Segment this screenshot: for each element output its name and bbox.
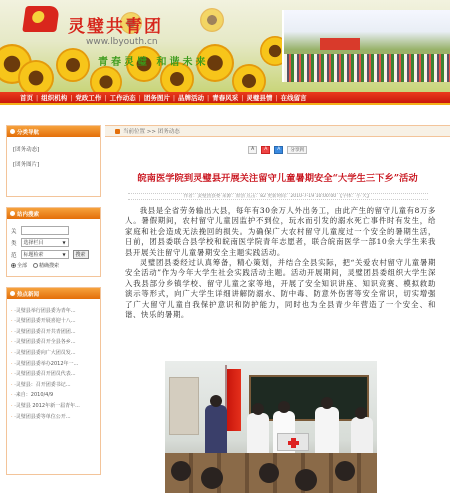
nav-item-organization[interactable]: 组织机构 [41,94,68,102]
share-button[interactable]: 分享到 [287,146,307,154]
main-nav: 首页 | 组织机构 | 党政工作 | 工作动态 | 团务图片 | 品牌活动 | 青春风采 | 灵璧县情 | 在线留言 [0,92,450,105]
list-item[interactable]: · ·来自：2010/4/9 [11,391,96,398]
article-body [125,206,436,320]
list-item[interactable]: · ·灵璧团县委开展喜迎十八... [11,317,96,324]
list-item[interactable]: · ·灵璧团县委等单位公开... [11,413,96,420]
site-search-box [6,207,101,277]
article-photo [165,361,377,493]
hot-news-box [6,287,101,475]
nav-item-county-info[interactable]: 灵璧县情 [246,94,273,102]
list-item[interactable]: · ·灵璧团县委召开共青团团... [11,328,96,335]
keyword-label: 关 [11,228,17,235]
breadcrumb [105,125,450,137]
sidebar-item-news[interactable]: [ 团务动态 ] [13,145,94,153]
main-content [105,125,450,493]
nav-item-home[interactable]: 首页 [20,94,33,102]
radio-all[interactable]: 全部 [11,262,27,269]
bullet-icon [10,129,15,134]
home-icon [115,129,120,134]
article-title: 皖南医学院到灵璧县开展关注留守儿童暑期安全“大学生三下乡”活动 [137,173,418,184]
category-label: 类 [11,240,17,247]
sidebar-item-photos[interactable]: [ 团务图片 ] [13,160,94,168]
font-small-button[interactable]: A [248,146,257,154]
radio-exact[interactable]: 精确搜索 [33,262,59,269]
bullet-icon [10,291,15,296]
list-item[interactable]: · ·灵璧县 2012年新一届青年... [11,402,96,409]
site-url: www.lbyouth.cn [86,37,158,47]
scope-label: 范 [11,252,17,259]
category-nav-title: 分类导航 [17,129,40,136]
list-item[interactable]: · ·灵璧县：召开团委书记... [11,381,96,388]
banner-photo [282,10,450,82]
nav-item-photos[interactable]: 团务图片 [143,94,170,102]
list-item[interactable]: · ·灵璧团县委举办2012年一... [11,360,96,367]
chevron-down-icon: ▼ [62,240,66,245]
site-search-title: 站内搜索 [17,211,40,218]
nav-item-news[interactable]: 工作动态 [109,94,136,102]
breadcrumb-text[interactable]: 当前位置 >> 团务动态 [123,129,180,135]
nav-item-party-work[interactable]: 党政工作 [75,94,102,102]
search-icon [10,211,15,216]
font-large-button[interactable]: A [274,146,283,154]
list-item[interactable]: · ·灵璧县举行团县委为青年... [11,307,96,314]
article-meta: 作者：灵璧团县委 来源：原创 点击：82 更新时间：2010-7-19 10:00:00 【字体：小 大】 [128,193,428,200]
nav-item-youth-style[interactable]: 青春风采 [212,94,239,102]
list-item[interactable]: · ·灵璧团县委向广大团员发... [11,349,96,356]
article-paragraph: 我县是全省劳务输出大县，每年有30余万人外出务工，由此产生的留守儿童有8万多人。暑假期间，农村留守儿童因监护不到位，玩水而引发的溺水死亡事件时有发生，给家庭和社会造成无法挽回的损失。为确保广大农村留守儿童度过一个安全的暑期生活，日前，团县委联合县学校和皖南医学院青年志愿者，联合皖南医学一部10余大学生来我县开展关注留守儿童暑期安全主题实践活动。 [125,206,436,257]
article-paragraph: 灵璧团县委经过认真筹备，精心策划，并结合全县实际，把“关爱农村留守儿童暑期安全活动”作为今年大学生社会实践活动主题。活动开展期间，灵璧团县委组织大学生深入我县部分乡镇学校、留守儿童之家等地，开展了安全知识讲座、知识竞赛、模拟救助演示等形式，向广大学生详细讲解防溺水、防中毒、防意外伤害等安全常识，切实增强了广大留守儿童自我保护意识和防护能力，同时也为全县青少年营造了一个安全、和谐、快乐的暑期。 [125,258,436,320]
nav-item-guestbook[interactable]: 在线留言 [280,94,307,102]
category-nav-box [6,125,101,197]
site-slogan: 青春灵璧 和谐未来 [98,57,209,68]
search-button[interactable]: 搜索 [73,250,89,259]
keyword-input[interactable] [21,226,69,235]
first-aid-box-icon [277,433,309,451]
share-toolbar [105,144,450,155]
font-medium-button[interactable]: A [261,146,270,154]
youth-league-flag-icon [22,6,60,32]
scope-select[interactable]: 标题检索 ▼ [21,250,69,259]
category-select[interactable]: 选择栏目 ▼ [21,238,69,247]
list-item[interactable]: · ·灵璧团县委召开全县各乡... [11,338,96,345]
chevron-down-icon: ▼ [62,252,66,257]
nav-item-brand-activities[interactable]: 品牌活动 [178,94,205,102]
site-logo-text[interactable]: 灵璧共青团 [68,17,163,37]
hot-news-list [11,307,96,420]
sidebar [6,125,101,493]
site-banner [0,0,450,92]
list-item[interactable]: · ·灵璧团县委召开团员代表... [11,370,96,377]
hot-news-title: 热点新闻 [17,291,40,298]
